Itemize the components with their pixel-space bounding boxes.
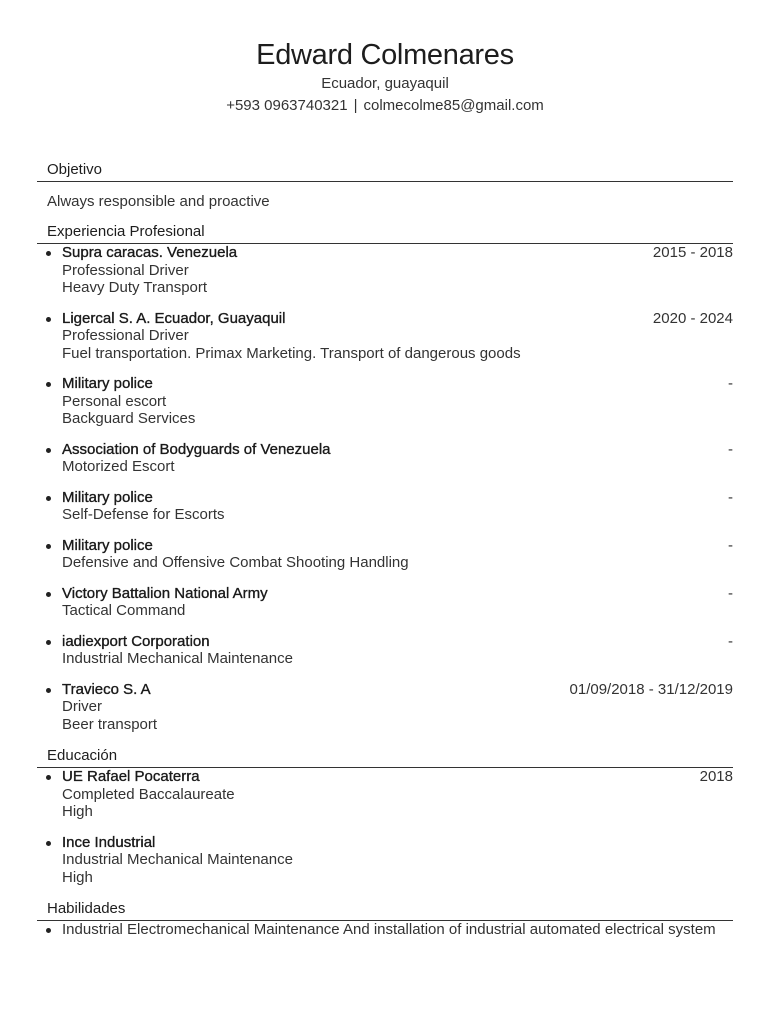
entry-detail: Completed Baccalaureate [62,785,235,803]
section-title-objective: Objetivo [37,160,733,182]
section-title-experience: Experiencia Profesional [37,222,733,244]
entry-detail: Tactical Command [62,602,186,619]
education-entry [37,768,733,821]
entry-header [62,489,733,507]
entry-date: - [728,375,733,392]
resume-header [37,38,733,116]
entry-detail: Driver [62,698,102,715]
experience-entry [37,681,733,734]
entry-organization: Ligercal S. A. Ecuador, Guayaquil [62,309,286,327]
entry-header [62,681,733,699]
entry-detail: Fuel transportation. Primax Marketing. Transport of dangerous goods [62,344,521,362]
skill-item: Industrial Electromechanical Maintenance And installation of industrial automated electrical system [37,921,733,939]
entry-date: - [728,584,733,602]
entry-header [62,310,733,328]
entry-detail: Industrial Mechanical Maintenance [62,650,293,667]
entry-detail: Beer transport [62,715,158,733]
section-title-skills: Habilidades [37,899,733,921]
section-title-education: Educación [37,746,733,768]
entry-detail: Self-Defense for Escorts [62,506,225,523]
experience-entry [37,244,733,297]
experience-list [37,244,733,733]
entry-header [62,585,733,603]
entry-date: - [728,440,733,458]
experience-entry [37,489,733,524]
entry-detail: Backguard Services [62,410,196,427]
contact-line [37,96,733,116]
entry-organization: Military police [62,488,153,506]
entry-detail: Professional Driver [62,327,189,344]
entry-header [62,633,733,651]
entry-header [62,375,733,393]
entry-header [62,441,733,459]
entry-organization: Association of Bodyguards of Venezuela [62,440,331,458]
entry-detail: Industrial Mechanical Maintenance [62,851,293,868]
experience-entry [37,375,733,428]
entry-detail: Professional Driver [62,261,189,279]
entry-organization: iadiexport Corporation [62,632,210,650]
skills-list [37,921,733,939]
entry-date: - [728,488,733,506]
entry-organization: Ince Industrial [62,833,156,851]
candidate-location: Ecuador, guayaquil [321,75,449,92]
education-entry [37,834,733,887]
experience-entry [37,441,733,476]
entry-organization: Victory Battalion National Army [62,584,268,602]
entry-date: 2015 - 2018 [652,244,733,261]
experience-entry [37,633,733,668]
entry-detail: Personal escort [62,392,167,410]
entry-detail: High [62,868,93,886]
experience-entry [37,310,733,363]
objective-text: Always responsible and proactive [47,193,270,210]
experience-entry [37,585,733,620]
contact-separator: | [353,97,358,114]
entry-date: 2020 - 2024 [652,309,733,327]
candidate-name: Edward Colmenares [256,39,514,71]
entry-header [62,244,733,262]
entry-detail: Motorized Escort [62,458,175,475]
entry-organization: Military police [62,536,153,554]
entry-organization: UE Rafael Pocaterra [62,768,200,785]
entry-header [62,537,733,555]
education-list [37,768,733,886]
entry-detail: Heavy Duty Transport [62,279,208,296]
entry-date: - [728,536,733,554]
entry-date: - [728,632,733,650]
email-address: colmecolme85@gmail.com [363,97,544,114]
phone-number: +593 0963740321 [226,97,348,114]
entry-detail: High [62,803,93,820]
entry-header [62,768,733,786]
entry-date: 01/09/2018 - 31/12/2019 [569,680,733,698]
entry-detail: Defensive and Offensive Combat Shooting Handling [62,554,409,571]
experience-entry [37,537,733,572]
entry-header [62,834,733,852]
entry-organization: Supra caracas. Venezuela [62,244,238,261]
entry-organization: Travieco S. A [62,680,151,698]
entry-organization: Military police [62,375,153,392]
entry-date: 2018 [699,768,733,785]
